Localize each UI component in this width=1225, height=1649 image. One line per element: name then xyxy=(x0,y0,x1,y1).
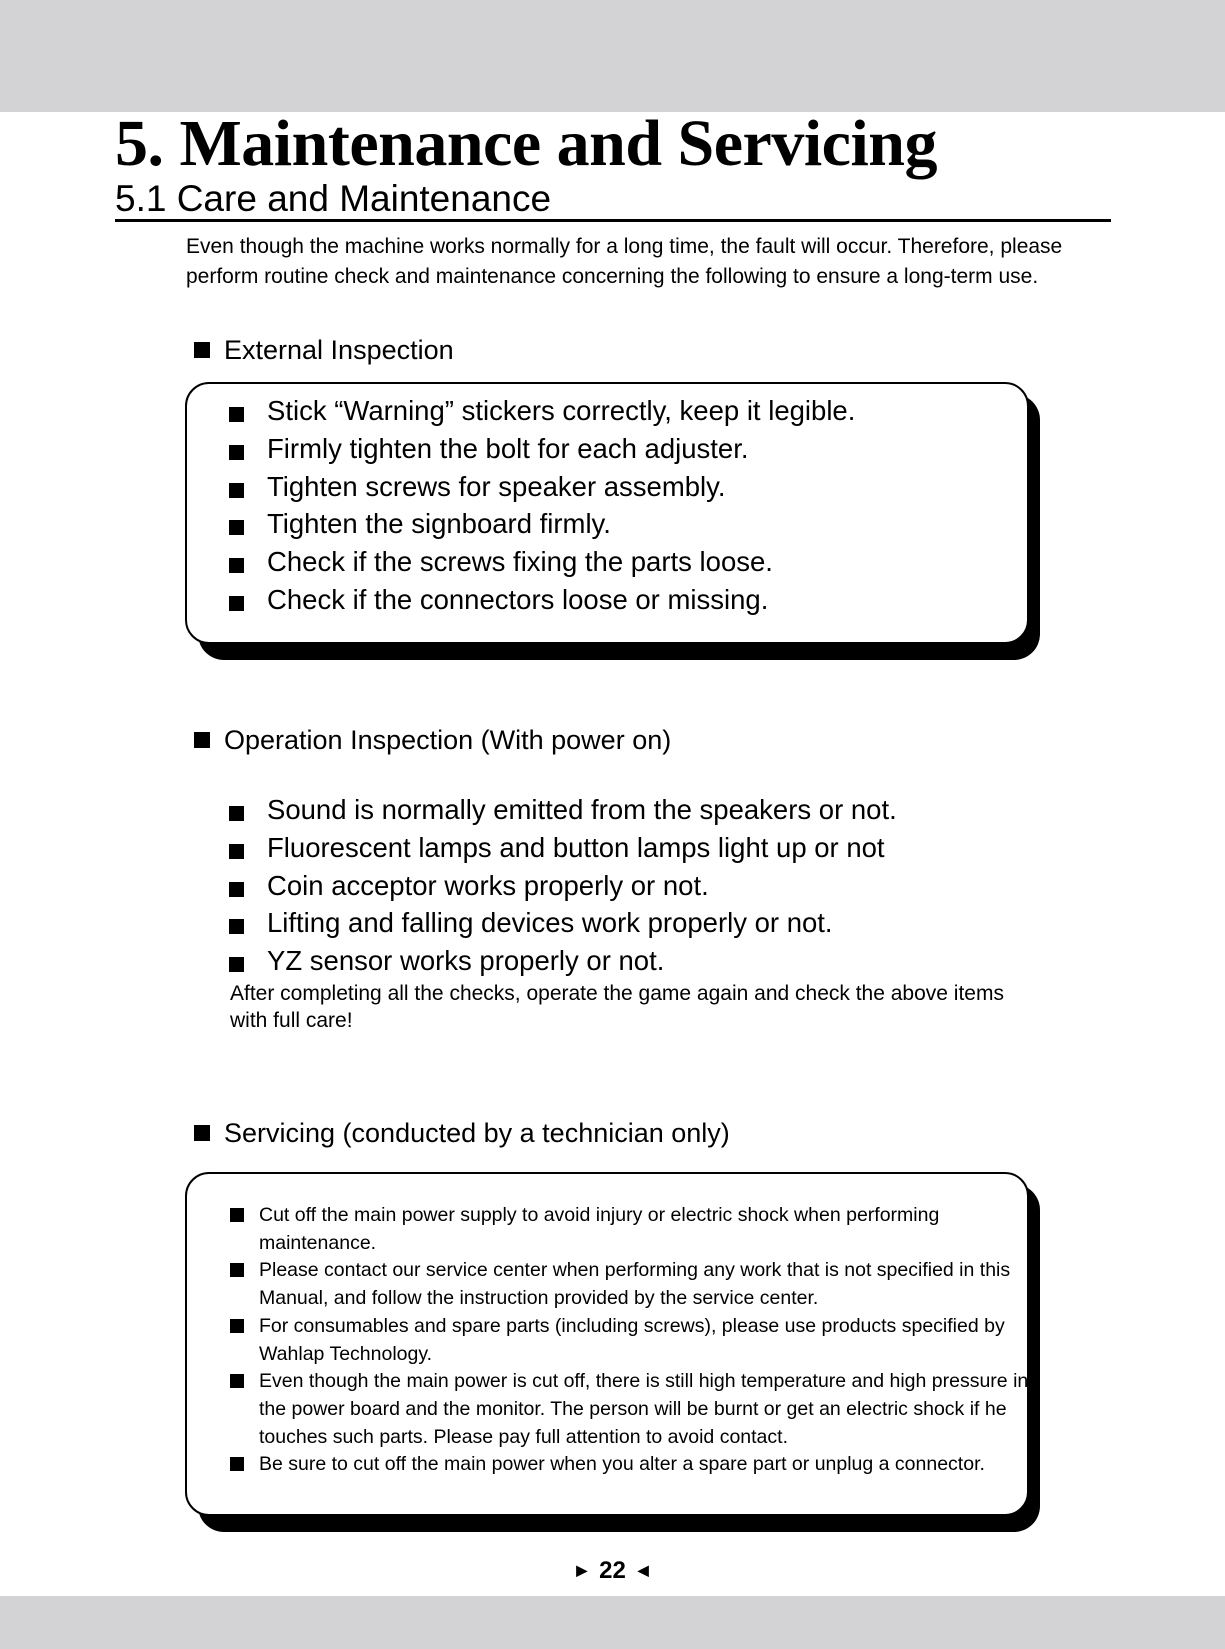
page-number: ▶ 22 ◀ xyxy=(0,1554,1225,1587)
bullet-square-icon xyxy=(230,1263,244,1277)
list-item: Tighten the signboard firmly. xyxy=(229,505,855,543)
subtitle-underline xyxy=(115,219,1111,222)
list-item: Fluorescent lamps and button lamps light up or not xyxy=(229,829,897,867)
bullet-square-icon xyxy=(194,732,210,748)
list-item: Even though the main power is cut off, there is still high temperature and high pressure in the power board and the monitor. The person will be burnt or get an electric shock if he touches such parts. Please pay full attention to avoid contact. xyxy=(230,1368,1030,1451)
bullet-square-icon xyxy=(230,1208,244,1222)
bullet-square-icon xyxy=(229,558,244,573)
triangle-right-icon: ▶ xyxy=(576,1562,588,1578)
list-item: Sound is normally emitted from the speakers or not. xyxy=(229,791,897,829)
section-subtitle: 5.1 Care and Maintenance xyxy=(115,178,552,219)
intro-paragraph: Even though the machine works normally for a long time, the fault will occur. Therefore, please perform routine check and maintenance concerning the following to ensure a long-term use. xyxy=(186,235,1063,288)
bullet-square-icon xyxy=(229,520,244,535)
after-check-note: After completing all the checks, operate the game again and check the above items with full care! xyxy=(230,982,1004,1032)
servicing-heading: Servicing (conducted by a technician only) xyxy=(194,1116,730,1150)
external-inspection-list xyxy=(229,392,855,619)
bullet-square-icon xyxy=(229,445,244,460)
operation-inspection-list xyxy=(229,791,897,980)
list-item: Cut off the main power supply to avoid injury or electric shock when performing maintenance. xyxy=(230,1202,1030,1257)
bullet-square-icon xyxy=(194,342,210,358)
operation-inspection-heading: Operation Inspection (With power on) xyxy=(194,723,671,757)
list-item: Firmly tighten the bolt for each adjuster. xyxy=(229,430,855,468)
servicing-list xyxy=(230,1202,1030,1479)
bottom-band xyxy=(0,1596,1225,1649)
external-inspection-heading: External Inspection xyxy=(194,333,454,367)
bullet-square-icon xyxy=(229,919,244,934)
bullet-square-icon xyxy=(229,483,244,498)
bullet-square-icon xyxy=(229,596,244,611)
list-item: Stick “Warning” stickers correctly, keep it legible. xyxy=(229,392,855,430)
list-item: For consumables and spare parts (including screws), please use products specified by Wahlap Technology. xyxy=(230,1313,1030,1368)
list-item: Coin acceptor works properly or not. xyxy=(229,867,897,905)
bullet-square-icon xyxy=(194,1125,210,1141)
bullet-square-icon xyxy=(229,957,244,972)
bullet-square-icon xyxy=(229,844,244,859)
triangle-left-icon: ◀ xyxy=(637,1562,649,1578)
list-item: Be sure to cut off the main power when you alter a spare part or unplug a connector. xyxy=(230,1451,1030,1479)
page-title: 5. Maintenance and Servicing xyxy=(115,107,937,180)
list-item: Lifting and falling devices work properly or not. xyxy=(229,904,897,942)
list-item: YZ sensor works properly or not. xyxy=(229,942,897,980)
bullet-square-icon xyxy=(230,1319,244,1333)
bullet-square-icon xyxy=(230,1457,244,1471)
bullet-square-icon xyxy=(229,407,244,422)
bullet-square-icon xyxy=(229,806,244,821)
bullet-square-icon xyxy=(230,1374,244,1388)
top-band xyxy=(0,0,1225,112)
bullet-square-icon xyxy=(229,882,244,897)
list-item: Please contact our service center when performing any work that is not specified in this Manual, and follow the instruction provided by the service center. xyxy=(230,1257,1030,1312)
list-item: Check if the connectors loose or missing. xyxy=(229,581,855,619)
list-item: Check if the screws fixing the parts loose. xyxy=(229,543,855,581)
list-item: Tighten screws for speaker assembly. xyxy=(229,468,855,506)
